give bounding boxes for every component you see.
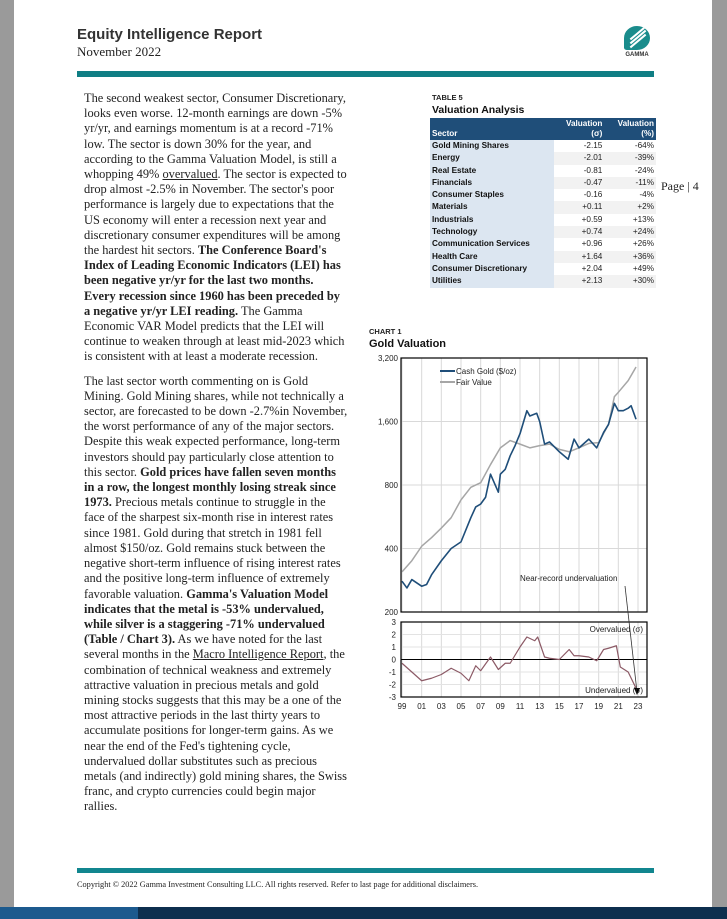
y-tick-label: -3 [388,693,396,702]
underlined-link-text: overvalued [162,167,218,182]
copyright-footer: Copyright © 2022 Gamma Investment Consulting LLC. All rights reserved. Refer to last page for additional disclaimers. [77,880,479,889]
valuation-sigma: +0.59 [581,214,603,224]
text-run: The last sector worth commenting on is Gold Mining. Gold Mining shares, while not technically a sector, are forecasted to be down -2.7%in November, the worst performance of any of the major sectors. Despite this weak expected performance, long-term investors should pay particularly close attention to this sector. [84,373,348,479]
report-title: Equity Intelligence Report [77,26,263,43]
page-number: Page | 4 [661,179,699,193]
text-run: . The sector is expected to drop almost -2.5% in November. The sector's poor performance is largely due to expectations that the US economy will enter a recession next year and discretionary consumer expenditures will be among the hardest hit sectors. [84,167,347,258]
sector-name: Materials [430,201,554,213]
y-tick-label: 3,200 [377,354,398,363]
valuation-sigma-line [402,637,636,688]
valuation-pct: -39% [604,152,656,164]
footer-rule [77,868,654,873]
sector-name: Financials [430,177,554,189]
bold-text: Gamma's Valuation Model indicates that the metal is -53% undervalued, while silver is a staggering -71% undervalued (Table / Chart 3). [84,586,329,647]
y-tick-label: 200 [384,608,398,617]
x-tick-label: 13 [535,702,545,711]
valuation-sigma: +2.04 [581,263,603,273]
bold-text: Gold prices have fallen seven months in a row, the longest monthly losing streak since 1973. [84,464,336,510]
header-sector: Sector [430,118,554,140]
valuation-pct: +36% [604,251,656,263]
text-run: , the combination of technical weakness and extremely attractive valuation in precious metals and gold mining stocks suggests that this may be a one of the most attractive periods in the last thirty years to accumulate positions for longer-term gains. As we near the end of the Fed's tightening cycle, undervalued dollar substitutes such as precious metals (and indirectly) gold mining shares, the Swiss franc, and crypto currencies could begin major rallies. [84,647,347,814]
legend-label: Fair Value [456,378,492,387]
sector-name: Communication Services [430,238,554,250]
y-tick-label: 2 [391,630,396,640]
chart-title: Gold Valuation [369,338,447,350]
x-tick-label: 23 [633,702,643,711]
x-tick-label: 99 [397,702,407,711]
valuation-sigma: -0.81 [583,165,603,175]
valuation-sigma: -0.47 [554,177,604,189]
x-tick-label: 15 [554,702,564,711]
sector-name: Technology [430,226,554,238]
valuation-pct: -11% [604,177,656,189]
sector-name: Gold Mining Shares [430,140,554,152]
valuation-sigma: +0.96 [581,239,603,249]
header-valuation-sigma: Valuation (σ) [554,118,604,140]
y-tick-label: 800 [384,481,398,490]
text-run: As we have noted for the last several months in the [84,632,323,662]
x-tick-label: 19 [594,702,604,711]
x-tick-label: 01 [417,702,427,711]
chart-caption: CHART 1 [369,327,402,336]
x-tick-label: 03 [436,702,446,711]
sector-name: Utilities [430,275,554,287]
y-tick-label: -1 [388,668,396,677]
valuation-pct: -64% [634,141,654,150]
sector-name: Industrials [430,214,554,226]
taskbar-start[interactable] [0,907,138,919]
y-tick-label: 400 [384,544,398,554]
y-tick-label: 0 [391,655,396,665]
undervalued-label: Undervalued (σ) [585,686,643,695]
valuation-pct: -24% [634,165,654,175]
valuation-sigma: +1.64 [554,251,604,263]
valuation-pct: +24% [604,226,656,238]
legend-label: Cash Gold ($/oz) [456,367,517,376]
valuation-sigma: -2.15 [583,141,603,150]
x-tick-label: 05 [456,702,466,711]
bold-text: The Conference Board's Index of Leading Economic Indicators (LEI) has been negative yr/yr for the last two months. Every recession since 1960 has been preceded by a negative yr/yr LEI reading. [84,243,341,318]
annotation-arrow [625,586,637,692]
fair-value-line [402,367,636,572]
underlined-link-text: Macro Intelligence Report [192,647,324,662]
valuation-pct: +13% [632,214,654,224]
sector-name: Health Care [430,251,554,263]
valuation-sigma: +0.74 [554,226,604,238]
valuation-pct: +26% [632,239,654,249]
x-tick-label: 17 [574,702,584,711]
y-tick-label: -2 [388,680,396,690]
valuation-sigma: +0.11 [554,201,604,213]
valuation-pct: -4% [639,190,654,200]
report-date: November 2022 [77,44,162,59]
cash-gold-line [402,403,636,588]
table-caption: TABLE 5 [432,93,463,102]
valuation-sigma: -2.01 [554,152,604,164]
taskbar [0,907,727,919]
x-tick-label: 07 [476,702,486,711]
text-run: The Gamma Economic VAR Model predicts that the LEI will continue to weaken through at least mid-2023 which is consistent with at least a moderate recession. [84,303,345,364]
annotation-text: Near-record undervaluation [520,574,618,583]
x-tick-label: 11 [515,702,525,711]
logo-text: GAMMA [625,52,649,58]
valuation-pct: +2% [604,201,656,213]
table-title: Valuation Analysis [432,104,525,116]
valuation-pct: +49% [632,263,654,273]
x-tick-label: 09 [495,702,505,711]
valuation-sigma: -0.16 [583,190,603,200]
overvalued-label: Overvalued (σ) [589,625,643,634]
sector-name: Consumer Discretionary [430,263,554,275]
text-run: The second weakest sector, Consumer Discretionary, looks even worse. 12-month earnings are down -5% yr/yr, and earnings momentum is at a record -71% low. The sector is down 30% for the year, and according to the Gamma Valuation Model, is still a whopping 49% [84,91,346,182]
x-tick-label: 21 [613,702,623,711]
text-run: Precious metals continue to struggle in the face of the sharpest six-month rise in interest rates since 1981. Gold during that stretch in 1981 fell almost $150/oz. Gold remains stuck between the negative short-term influence of rising interest rates and the positive long-term influence of extremely favorable valuation. [84,495,341,601]
sector-name: Real Estate [430,165,554,177]
valuation-pct: +30% [604,275,656,287]
valuation-sigma: +2.13 [554,275,604,287]
y-tick-label: 1,600 [377,417,398,427]
sector-name: Consumer Staples [430,189,554,201]
y-tick-label: 3 [391,618,396,627]
header-valuation-pct: Valuation (%) [604,118,656,140]
sector-name: Energy [430,152,554,164]
y-tick-label: 1 [391,643,396,652]
